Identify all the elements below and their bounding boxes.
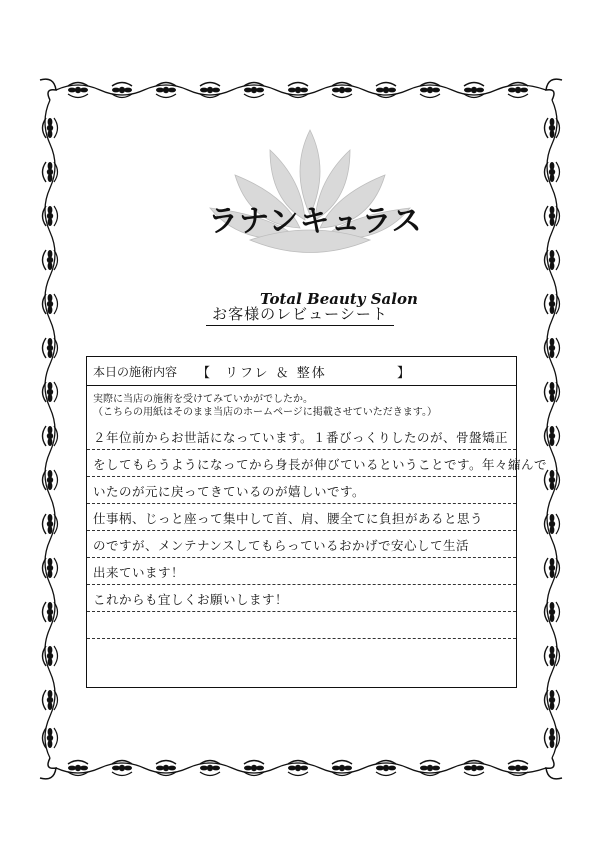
review-line <box>87 423 516 450</box>
review-line <box>87 531 516 558</box>
treatment-label: 本日の施術内容 <box>93 365 178 379</box>
review-form <box>86 356 548 688</box>
lotus-icon <box>190 120 430 270</box>
review-line <box>87 450 548 477</box>
review-line <box>87 504 516 531</box>
review-line <box>87 585 516 612</box>
review-line <box>87 477 516 504</box>
bracket-close: 】 <box>397 366 411 381</box>
sheet-title-text: お客様のレビューシート <box>206 305 394 326</box>
logo-subtitle: Total Beauty Salon <box>260 290 418 308</box>
review-line <box>87 612 516 639</box>
review-text: ２年位前からお世話になっています。１番びっくりしたのが、骨盤矯正 <box>93 430 509 445</box>
review-text: 出来ています！ <box>93 565 185 580</box>
review-text: いたのが元に戻ってきているのが嬉しいです。 <box>93 484 366 499</box>
treatment-row <box>87 357 516 386</box>
review-line <box>87 558 516 585</box>
review-line <box>87 639 516 666</box>
logo-name: ラナンキュラス <box>208 204 423 239</box>
bracket-open: 【 <box>197 366 211 381</box>
review-text: のですが、メンテナンスしてもらっているおかげで安心して生活 <box>93 538 470 553</box>
logo <box>190 120 430 308</box>
review-text: これからも宜しくお願いします！ <box>93 592 289 607</box>
treatment-value: リフレ ＆ 整体 <box>225 366 327 381</box>
review-lines <box>87 423 548 666</box>
review-text: 仕事柄、じっと座って集中して首、肩、腰全てに負担があると思う <box>93 511 484 526</box>
review-text: をしてもらうようになってから身長が伸びているということです。年々縮んで <box>93 457 548 472</box>
question-line-1: 実際に当店の施術を受けてみていかがでしたか。 <box>93 394 313 405</box>
question-line-2: （こちらの用紙はそのまま当店のホームページに掲載させていただきます。） <box>93 407 437 418</box>
question-text <box>93 393 437 419</box>
sheet-title <box>0 303 600 324</box>
